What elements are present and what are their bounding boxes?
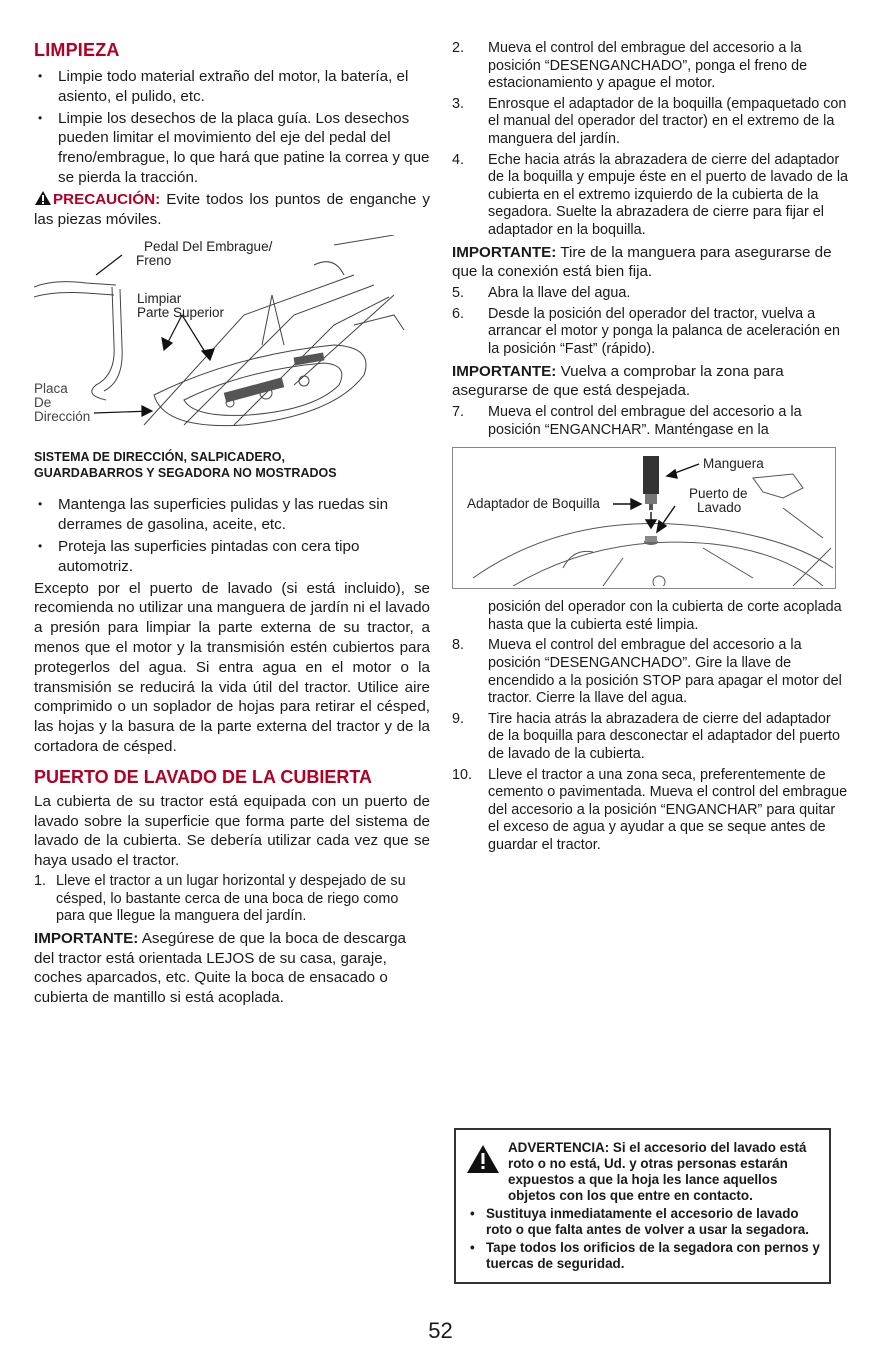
list-item: • Limpie los desechos de la placa guía. Los desechos pueden limitar el movimiento del eje del pedal del freno/embrague, lo que hará que patine la correa y que se pierda la tracción. (34, 109, 430, 188)
steps-list-1 (34, 873, 430, 926)
important-label: IMPORTANTE: (452, 243, 557, 261)
right-column (452, 40, 850, 858)
steps-list-4 (452, 404, 850, 439)
step-text: Mueva el control del embrague del accesorio a la posición “DESENGANCHADO”, ponga el freno de estacionamiento y apague el motor. (488, 40, 808, 92)
step-text: Eche hacia atrás la abrazadera de cierre del adaptador de la boquilla y empuje éste en el puerto de lavado de la cubierta en el extremo izquierdo de la cubierta de la segadora. Suelte la abrazadera de cierre para fijar el adaptador en la boquilla. (488, 151, 849, 238)
label-limpiar-2: Parte Superior (137, 305, 225, 321)
surface-bullets (34, 495, 430, 576)
step-item (452, 40, 850, 93)
important-text: Asegúrese de que la boca de descarga del tractor está orientada LEJOS de su casa, garaje, coches aparcados, etc. Quite la boca de ensacado o cubierta de mantillo si está acoplada. (34, 929, 407, 1007)
warning-triangle-icon (34, 190, 52, 206)
caption-line-2: GUARDABARROS Y SEGADORA NO MOSTRADOS (34, 466, 337, 481)
warning-bullets (468, 1206, 821, 1272)
label-placa-1: Placa (34, 381, 68, 397)
step-number: 7. (452, 404, 465, 421)
list-item: • Proteja las superficies pintadas con cera tipo automotriz. (34, 537, 430, 577)
paragraph-wash-port: La cubierta de su tractor está equipada con un puerto de lavado sobre la superficie que forma parte del sistema de lavado de la cubierta. Se debería utilizar cada vez que se haya usado el tractor. (34, 792, 430, 870)
important-label: IMPORTANTE: (452, 362, 557, 380)
section-title-limpieza: LIMPIEZA (34, 40, 120, 60)
step-1 (34, 873, 430, 926)
list-item: • Tape todos los orificios de la segadora con pernos y tuercas de seguridad. (468, 1240, 821, 1272)
warning-box (454, 1128, 831, 1284)
figure-caption (34, 449, 430, 481)
label-manguera: Manguera (703, 456, 764, 472)
important-text: Vuelva a comprobar la zona para asegurarse de que está despejada. (452, 362, 784, 400)
step-text: Tire hacia atrás la abrazadera de cierre del adaptador de la boquilla para desconectar el adaptador del puerto de lavado de la cubierta. (488, 710, 841, 763)
important-text: Tire de la manguera para asegurarse de que la conexión está bien fija. (452, 243, 832, 281)
step-text: Mueva el control del embrague del accesorio a la posición “DESENGANCHADO”. Gire la llave de encendido a la posición STOP para apagar el motor del tractor. Cierre la llave del agua. (488, 637, 842, 707)
section-title-puerto-lavado: PUERTO DE LAVADO DE LA CUBIERTA (34, 766, 373, 787)
wash-port-figure (452, 447, 836, 589)
warning-triangle-icon (466, 1144, 500, 1174)
label-adaptador: Adaptador de Boquilla (467, 496, 600, 512)
label-pedal-2: Freno (136, 253, 172, 269)
caption-line-1: SISTEMA DE DIRECCIÓN, SALPICADERO, (34, 450, 285, 465)
important-label: IMPORTANTE: (34, 929, 139, 947)
step-text: Enrosque el adaptador de la boquilla (empaquetado con el manual del operador del tractor) en el extremo de la manguera del jardín. (488, 95, 847, 147)
page-number: 52 (428, 1318, 453, 1343)
important-note-3 (452, 362, 850, 402)
step-number: 9. (452, 710, 465, 727)
important-note-2 (452, 243, 850, 283)
caution-title: PRECAUCIÓN: (53, 190, 161, 208)
label-placa-2: De (34, 395, 52, 411)
caution-text: Evite todos los puntos de enganche y las piezas móviles. (34, 190, 430, 228)
step-number: 2. (452, 40, 465, 56)
step-number: 10. (452, 766, 473, 783)
step-item (452, 767, 850, 855)
warning-title: ADVERTENCIA: Si el accesorio del lavado está roto o no está, Ud. y otras personas estarán expuestos a que la hoja les lance aquellos objetos con los que entre en contacto. (508, 1140, 807, 1203)
step-text: Mueva el control del embrague del accesorio a la posición “ENGANCHAR”. Manténgase en la (488, 404, 802, 438)
step-number: 1. (34, 872, 47, 889)
list-item: • Sustituya inmediatamente el accesorio de lavado roto o que falta antes de volver a usar la segadora. (468, 1206, 821, 1238)
important-note-1 (34, 929, 430, 1008)
step-item (452, 96, 850, 149)
list-item: • Mantenga las superficies pulidas y las ruedas sin derrames de gasolina, aceite, etc. (34, 495, 430, 535)
step-number: 8. (452, 637, 465, 654)
step-text: Abra la llave del agua. (488, 285, 631, 302)
step-number: 4. (452, 151, 465, 168)
step-text: Lleve el tractor a un lugar horizontal y despejado de su césped, lo bastante cerca de una boca de riego como para que llegue la manguera del jardín. (56, 872, 406, 925)
steps-list-2 (452, 40, 850, 240)
label-pedal-1: Pedal Del Embrague/ (144, 239, 273, 255)
steps-list-3 (452, 285, 850, 358)
step-item (452, 306, 850, 359)
label-puerto-2: Lavado (697, 500, 742, 516)
step-item (452, 285, 850, 303)
label-limpiar-1: Limpiar (137, 291, 182, 307)
step-text: Desde la posición del operador del tractor, vuelva a arrancar el motor y ponga la palanca de aceleración en la posición “Fast” (rápido). (488, 305, 840, 357)
step-item (452, 637, 850, 707)
wash-port-illustration (453, 448, 833, 586)
left-column (34, 40, 430, 1011)
label-placa-3: Dirección (34, 409, 91, 425)
label-puerto-1: Puerto de (689, 486, 748, 502)
step-number: 6. (452, 305, 465, 322)
list-item: • Limpie todo material extraño del motor, la batería, el asiento, el pulido, etc. (34, 67, 430, 107)
step-item (452, 152, 850, 240)
step-item (452, 711, 850, 764)
steps-list-5 (452, 637, 850, 854)
step-item (452, 404, 850, 439)
step-text: Lleve el tractor a una zona seca, preferentemente de cemento o pavimentada. Mueva el control del embrague del accesorio a la posición “ENGANCHAR” para quitar el exceso de agua y ayudar a que se seque antes de guardar el tractor. (488, 766, 848, 853)
paragraph-hose-warning: Excepto por el puerto de lavado (si está incluido), se recomienda no utilizar una manguera de jardín ni el lavado a presión para limpiar la parte externa de su tractor, a menos que el motor y la transmisión estén cubiertos para protegerlos del agua. Si entra agua en el motor o la transmisión se reducirá la vida útil del tractor. Utilice aire comprimido o un soplador de hojas para retirar el césped, las hojas y la basura de la parte externa del tractor y de la cortadora de césped. (34, 579, 430, 755)
caution-note (34, 190, 430, 230)
step-number: 3. (452, 95, 465, 112)
step-number: 5. (452, 285, 465, 302)
steering-plate-illustration (34, 235, 430, 445)
cleaning-bullets (34, 67, 430, 188)
steering-plate-figure (34, 235, 430, 445)
step-7-continued: posición del operador con la cubierta de corte acoplada hasta que la cubierta esté limpia. (488, 599, 842, 633)
